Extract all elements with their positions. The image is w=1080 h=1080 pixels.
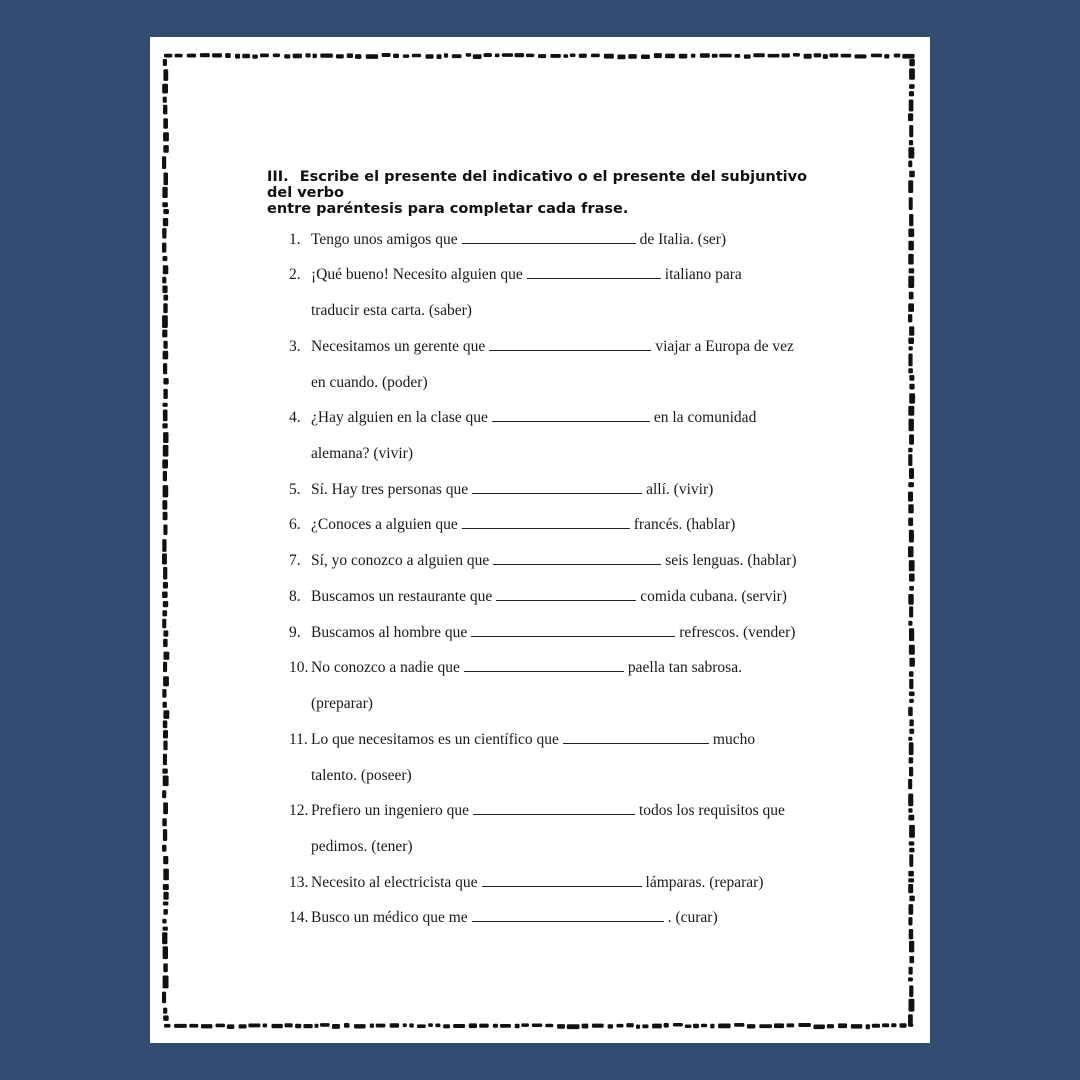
- exercise-text-before: Buscamos un restaurante que: [311, 588, 493, 605]
- exercise-continuation: traducir esta carta. (saber): [311, 302, 472, 319]
- exercise-text-before: Busco un médico que me: [311, 909, 468, 926]
- exercise-text-after: en la comunidad: [653, 409, 757, 426]
- exercise-number: 3.: [289, 338, 301, 355]
- exercise-text-before: No conozco a nadie que: [311, 659, 460, 676]
- exercise-number: 10.: [289, 659, 309, 676]
- exercise-continuation: alemana? (vivir): [311, 445, 413, 462]
- answer-blank: [492, 409, 650, 422]
- exercise-text-before: Prefiero un ingeniero que: [311, 802, 469, 819]
- exercise-number: 8.: [289, 588, 301, 605]
- answer-blank: [472, 909, 664, 922]
- exercise-number: 13.: [289, 874, 309, 891]
- answer-blank: [496, 588, 636, 601]
- exercise-text-before: Sí. Hay tres personas que: [311, 481, 469, 498]
- exercise-text-after: comida cubana. (servir): [640, 588, 787, 605]
- answer-blank: [462, 516, 630, 529]
- answer-blank: [493, 552, 661, 565]
- exercise-text-before: Sí, yo conozco a alguien que: [311, 552, 490, 569]
- exercise-item: [289, 516, 735, 534]
- instructions-text-1: Escribe el presente del indicativo o el presente del subjuntivo del verbo: [267, 169, 808, 201]
- exercise-number: 6.: [289, 516, 301, 533]
- exercise-item: [289, 802, 785, 820]
- exercise-text-before: Necesito al electricista que: [311, 874, 478, 891]
- exercise-item: [289, 588, 787, 606]
- exercise-item: [289, 624, 795, 642]
- answer-blank: [563, 731, 709, 744]
- exercise-text-before: Lo que necesitamos es un científico que: [311, 731, 559, 748]
- exercise-text-before: ¿Conoces a alguien que: [311, 516, 458, 533]
- exercise-number: 4.: [289, 409, 301, 426]
- worksheet-content: [150, 37, 930, 1043]
- instructions-text-2: entre paréntesis para completar cada frase.: [267, 201, 629, 217]
- exercise-text-before: Buscamos al hombre que: [311, 624, 468, 641]
- answer-blank: [482, 874, 642, 887]
- exercise-number: 2.: [289, 266, 301, 283]
- exercise-text-after: todos los requisitos que: [638, 802, 785, 819]
- exercise-item: [289, 338, 794, 356]
- exercise-number: 14.: [289, 909, 309, 926]
- answer-blank: [489, 338, 651, 351]
- exercise-number: 5.: [289, 481, 301, 498]
- answer-blank: [471, 624, 675, 637]
- answer-blank: [462, 231, 636, 244]
- exercise-text-after: francés. (hablar): [633, 516, 736, 533]
- exercise-item: [289, 659, 742, 677]
- exercise-item: [289, 266, 742, 284]
- exercise-text-after: lámparas. (reparar): [645, 874, 764, 891]
- exercise-number: 7.: [289, 552, 301, 569]
- answer-blank: [472, 481, 642, 494]
- exercise-continuation: pedimos. (tener): [311, 838, 413, 855]
- exercise-continuation: (preparar): [311, 695, 373, 712]
- answer-blank: [527, 266, 661, 279]
- exercise-text-after: viajar a Europa de vez: [655, 338, 794, 355]
- exercise-item: [289, 731, 755, 749]
- exercise-text-after: de Italia. (ser): [639, 231, 727, 248]
- exercise-text-before: Tengo unos amigos que: [311, 231, 458, 248]
- instructions-line-1: [267, 169, 827, 201]
- exercise-item: [289, 909, 718, 927]
- exercise-continuation: talento. (poseer): [311, 767, 412, 784]
- exercise-item: [289, 481, 713, 499]
- exercise-text-after: seis lenguas. (hablar): [665, 552, 797, 569]
- exercise-text-after: refrescos. (vender): [679, 624, 796, 641]
- exercise-item: [289, 231, 726, 249]
- exercise-item: [289, 409, 756, 427]
- exercise-text-after: . (curar): [667, 909, 718, 926]
- exercise-text-before: ¿Hay alguien en la clase que: [311, 409, 488, 426]
- exercise-text-before: ¡Qué bueno! Necesito alguien que: [311, 266, 523, 283]
- exercise-text-before: Necesitamos un gerente que: [311, 338, 486, 355]
- section-number: III.: [267, 169, 289, 185]
- exercise-text-after: italiano para: [664, 266, 742, 283]
- exercise-item: [289, 874, 763, 892]
- answer-blank: [473, 802, 635, 815]
- answer-blank: [464, 659, 624, 672]
- exercise-number: 9.: [289, 624, 301, 641]
- exercise-number: 12.: [289, 802, 309, 819]
- exercise-text-after: paella tan sabrosa.: [627, 659, 742, 676]
- exercise-item: [289, 552, 796, 570]
- exercise-number: 11.: [289, 731, 308, 748]
- instructions-line-2: [267, 201, 827, 217]
- exercise-text-after: mucho: [712, 731, 756, 748]
- worksheet-page: [150, 37, 930, 1043]
- exercise-number: 1.: [289, 231, 301, 248]
- exercise-continuation: en cuando. (poder): [311, 374, 428, 391]
- exercise-text-after: allí. (vivir): [646, 481, 714, 498]
